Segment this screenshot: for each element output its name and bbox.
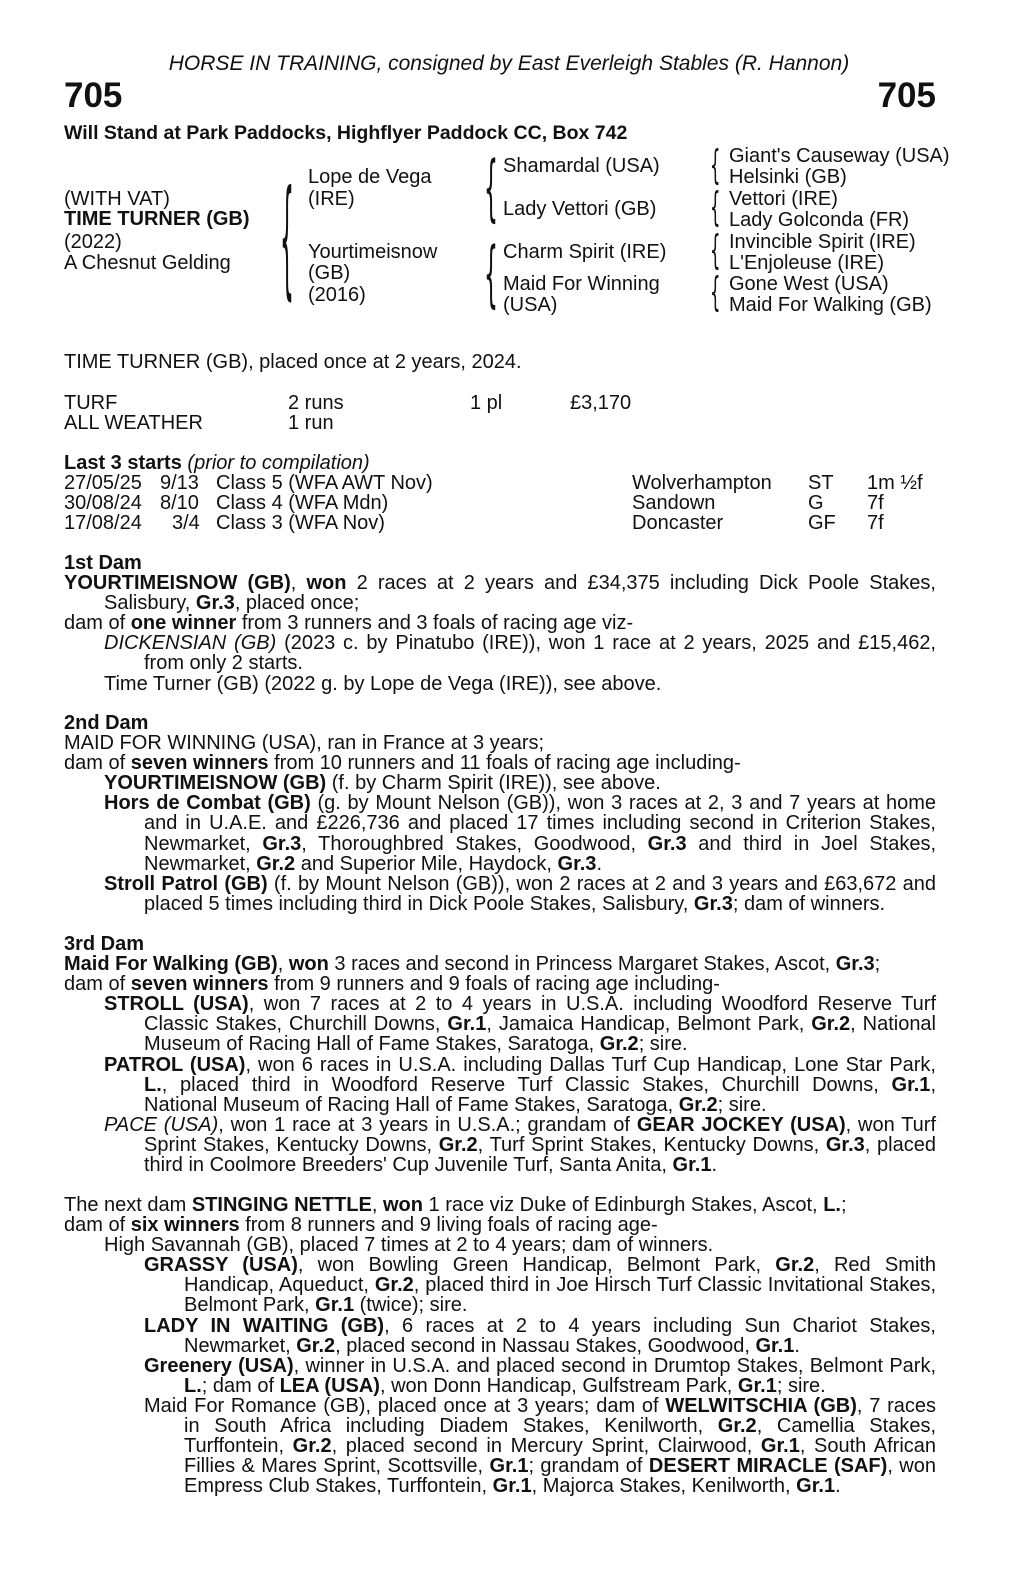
produce-entry: LADY IN WAITING (GB), 6 races at 2 to 4 years including Sun Chariot Stakes, Newmarket, Gr.2, placed second in Nassau Stakes, Goodwood, Gr.1. [144,1314,936,1357]
first-dam-section [64,553,936,694]
turf-placings: 1 pl [470,392,503,414]
sds: Vettori (IRE) [729,188,838,210]
start-date: 30/08/24 [64,492,142,514]
dam-year: (2016) [308,284,366,306]
start-class: Class 3 (WFA Nov) [216,512,385,534]
produce-entry: Maid For Romance (GB), placed once at 3 years; dam of WELWITSCHIA (GB), 7 races in South Africa including Diadem Stakes, Kenilworth, Gr.2, Camellia Stakes, Turffontein, Gr.2, placed second in Mercury Sprint, Clairwood, Gr.1, South African Fillies & Mares Sprint, Scottsville, Gr.1; grandam of DESERT MIRACLE (SAF), won Empress Club Stakes, Turffontein, Gr.1, Majorca Stakes, Kenilworth, Gr.1. [144,1394,937,1498]
start-date: 17/08/24 [64,512,142,534]
pedigree-brace-ss: { [710,141,721,190]
pedigree-brace-ds: { [710,226,721,275]
next-dam-section [64,1195,936,1496]
start-distance: 7f [867,492,884,514]
last-starts-title: Last 3 starts [64,452,182,474]
second-dam-record: MAID FOR WINNING (USA), ran in France at 3 years; [64,732,545,755]
next-dam-record: The next dam STINGING NETTLE, won 1 race viz Duke of Edinburgh Stakes, Ascot, L.; [64,1194,847,1216]
produce-entry: PACE (USA), won 1 race at 3 years in U.S.A.; grandam of GEAR JOCKEY (USA), won Turf Sprint Stakes, Kentucky Downs, Gr.2, Turf Sprint Stakes, Kentucky Downs, Gr.3, placed third in Coolmore Breeders' Cup Juvenile Turf, Santa Anita, Gr.1. [104,1113,937,1177]
start-class: Class 4 (WFA Mdn) [216,492,389,514]
turf-label: TURF [64,392,118,414]
aw-runs: 1 run [288,412,334,434]
start-date: 27/05/25 [64,472,142,494]
stand-location: Will Stand at Park Paddocks, Highflyer Paddock CC, Box 742 [64,122,628,144]
start-distance: 7f [867,512,884,534]
ddd: Maid For Walking (GB) [729,294,932,316]
start-course: Wolverhampton [632,472,772,494]
last-starts-note: (prior to compilation) [187,452,370,474]
second-dam-produce-line: dam of seven winners from 10 runners and 11 foals of racing age including- [64,752,741,775]
produce-entry: Hors de Combat (GB) (g. by Mount Nelson (GB)), won 3 races at 2, 3 and 7 years at home and in U.A.E. and £226,736 and placed 17 times including second in Criterion Stakes, Newmarket, Gr.3, Thoroughbred Stakes, Goodwood, Gr.3 and third in Joel Stakes, Newmarket, Gr.2 and Superior Mile, Haydock, Gr.3. [104,792,937,875]
produce-entry: DICKENSIAN (GB) (2023 c. by Pinatubo (IRE)), won 1 race at 2 years, 2025 and £15,462, from only 2 starts. [104,632,936,675]
sdd: Lady Golconda (FR) [729,209,910,231]
produce-entry: GRASSY (USA), won Bowling Green Handicap, Belmont Park, Gr.2, Red Smith Handicap, Aqueduct, Gr.2, placed third in Joe Hirsch Turf Classic Invitational Stakes, Belmont Park, Gr.1 (twice); sire. [144,1254,937,1317]
dsd: L'Enjoleuse (IRE) [729,252,884,274]
start-position: 8/10 [160,492,199,514]
start-class: Class 5 (WFA AWT Nov) [216,472,433,494]
horse-year: (2022) [64,231,122,253]
vat-note: (WITH VAT) [64,188,170,210]
produce-entry: YOURTIMEISNOW (GB) (f. by Charm Spirit (IRE)), see above. [104,772,661,795]
dds: Gone West (USA) [729,273,889,295]
start-position: 3/4 [172,512,200,534]
start-going: GF [808,512,836,534]
dam-dam-name: Maid For Winning [503,273,660,295]
third-dam-produce-line: dam of seven winners from 9 runners and 9 foals of racing age including- [64,973,720,996]
sire-dam: Lady Vettori (GB) [503,198,657,220]
start-course: Sandown [632,492,716,514]
produce-entry: PATROL (USA), won 6 races in U.S.A. including Dallas Turf Cup Handicap, Lone Star Park, L., placed third in Woodford Reserve Turf Classic Stakes, Churchill Downs, Gr.1, National Museum of Racing Hall of Fame Stakes, Saratoga, Gr.2; sire. [104,1053,936,1116]
third-dam-title: 3rd Dam [64,933,145,955]
produce-entry: Time Turner (GB) (2022 g. by Lope de Vega (IRE)), see above. [104,672,662,695]
pedigree-brace-sd: { [710,183,721,232]
dam-dam-country: (USA) [503,294,558,316]
horse-description: A Chesnut Gelding [64,252,231,274]
lot-number-right: 705 [877,76,936,115]
horse-name: TIME TURNER (GB) [64,208,250,230]
dam-country: (GB) [308,262,351,284]
start-position: 9/13 [160,472,199,494]
pedigree-brace-dam: { [484,233,498,317]
produce-entry: Greenery (USA), winner in U.S.A. and placed second in Drumtop Stakes, Belmont Park, L.; dam of LEA (USA), won Donn Handicap, Gulfstream Park, Gr.1; sire. [144,1354,937,1397]
first-dam-record: YOURTIMEISNOW (GB), won 2 races at 2 years and £34,375 including Dick Poole Stakes, Salisbury, Gr.3, placed once; [64,572,936,615]
start-going: ST [808,472,834,494]
turf-runs: 2 runs [288,392,344,414]
next-dam-produce-line: dam of six winners from 8 runners and 9 living foals of racing age- [64,1214,658,1237]
sss: Giant's Causeway (USA) [729,145,950,167]
first-dam-title: 1st Dam [64,552,142,574]
second-dam-title: 2nd Dam [64,712,149,734]
start-distance: 1m ½f [867,472,923,494]
produce-entry: High Savannah (GB), placed 7 times at 2 to 4 years; dam of winners. [104,1234,714,1257]
first-dam-produce-line: dam of one winner from 3 runners and 3 foals of racing age viz- [64,612,634,635]
third-dam-record: Maid For Walking (GB), won 3 races and second in Princess Margaret Stakes, Ascot, Gr.3; [64,953,881,976]
third-dam-section [64,934,936,1175]
dam-name: Yourtimeisnow [308,241,438,263]
aw-label: ALL WEATHER [64,412,203,434]
race-summary: TIME TURNER (GB), placed once at 2 years, 2024. [64,351,522,373]
dam-sire: Charm Spirit (IRE) [503,241,667,263]
lot-number-left: 705 [64,76,123,115]
pedigree-brace-dd: { [710,268,721,317]
pedigree-brace-sire: { [484,147,498,231]
second-dam-section [64,713,936,914]
sire-sire: Shamardal (USA) [503,155,660,177]
sire-country: (IRE) [308,188,355,210]
sire-name: Lope de Vega [308,166,432,188]
consignment-header: HORSE IN TRAINING, consigned by East Everleigh Stables (R. Hannon) [168,52,850,75]
turf-prize: £3,170 [570,392,632,414]
produce-entry: STROLL (USA), won 7 races at 2 to 4 years in U.S.A. including Woodford Reserve Turf Classic Stakes, Churchill Downs, Gr.1, Jamaica Handicap, Belmont Park, Gr.2, National Museum of Racing Hall of Fame Stakes, Saratoga, Gr.2; sire. [104,993,937,1056]
pedigree-brace-main: { [280,166,294,314]
ssd: Helsinki (GB) [729,166,847,188]
start-going: G [808,492,824,514]
produce-entry: Stroll Patrol (GB) (f. by Mount Nelson (GB)), won 2 races at 2 and 3 years and £63,672 and placed 5 times including third in Dick Poole Stakes, Salisbury, Gr.3; dam of winners. [104,872,937,915]
start-course: Doncaster [632,512,724,534]
dss: Invincible Spirit (IRE) [729,231,916,253]
